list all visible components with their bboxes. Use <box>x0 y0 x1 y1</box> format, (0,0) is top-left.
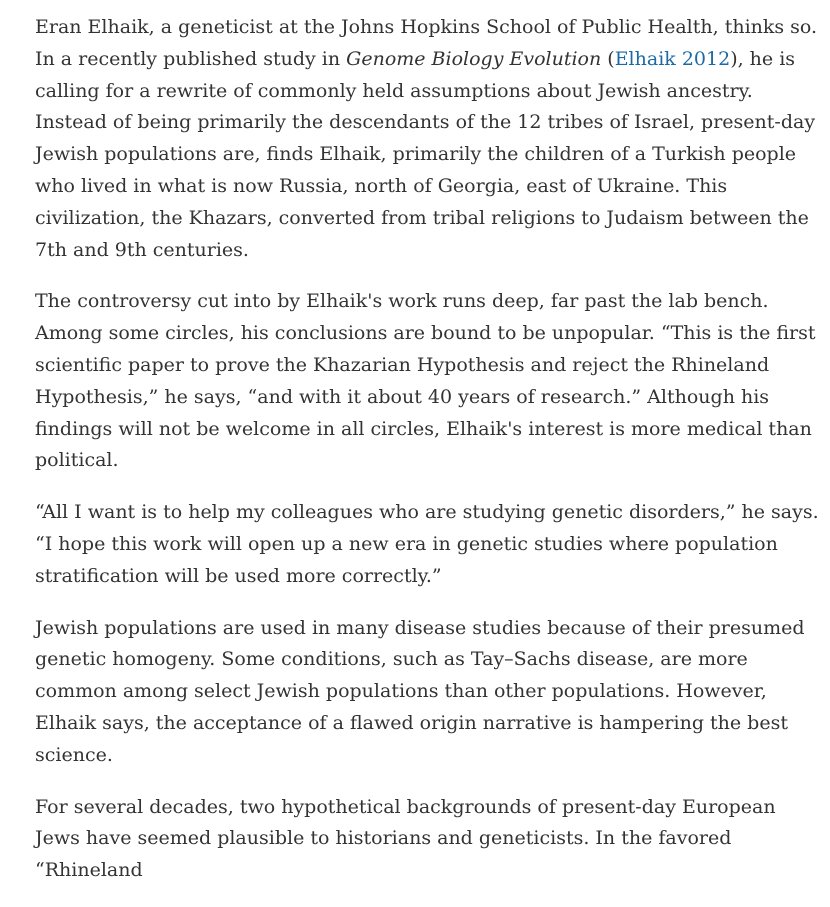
paragraph-5: For several decades, two hypothetical backgrounds of present-day European Jews have seemed plausible to historians and geneticists. In the favored “Rhineland <box>35 795 776 882</box>
paragraph-1-text-b: ( <box>601 47 615 70</box>
paragraph-1 <box>35 12 820 266</box>
paragraph-1-text-c: ), he is calling for a rewrite of commonly held assumptions about Jewish ancestry. Instead of being primarily the descendants of the 12 tribes of Israel, present-day Jewish populations are, finds Elhaik, primarily the children of a Turkish people who lived in what is now Russia, north of Georgia, east of Ukraine. This civilization, the Khazars, converted from tribal religions to Judaism between the 7th and 9th centuries. <box>35 47 816 261</box>
paragraph-1-text-a: Eran Elhaik, a geneticist at the Johns Hopkins School of Public Health, thinks so. In a recently published study in <box>35 16 818 70</box>
paragraph-4: Jewish populations are used in many disease studies because of their presumed genetic homogeny. Some conditions, such as Tay–Sachs disease, are more common among select Jewish populations than other populations. However, Elhaik says, the acceptance of a flawed origin narrative is hampering the best science. <box>35 616 805 766</box>
citation-link-elhaik-2012[interactable]: Elhaik 2012 <box>614 47 731 70</box>
journal-title: Genome Biology Evolution <box>346 47 602 70</box>
article-body <box>35 12 820 907</box>
paragraph-2: The controversy cut into by Elhaik's work runs deep, far past the lab bench. Among some circles, his conclusions are bound to be unpopular. “This is the first scientific paper to prove the Khazarian Hypothesis and reject the Rhineland Hypothesis,” he says, “and with it about 40 years of research.” Although his findings will not be welcome in all circles, Elhaik's interest is more medical than political. <box>35 290 816 472</box>
paragraph-3: “All I want is to help my colleagues who are studying genetic disorders,” he says. “I hope this work will open up a new era in genetic studies where population stratification will be used more correctly.” <box>35 501 819 587</box>
